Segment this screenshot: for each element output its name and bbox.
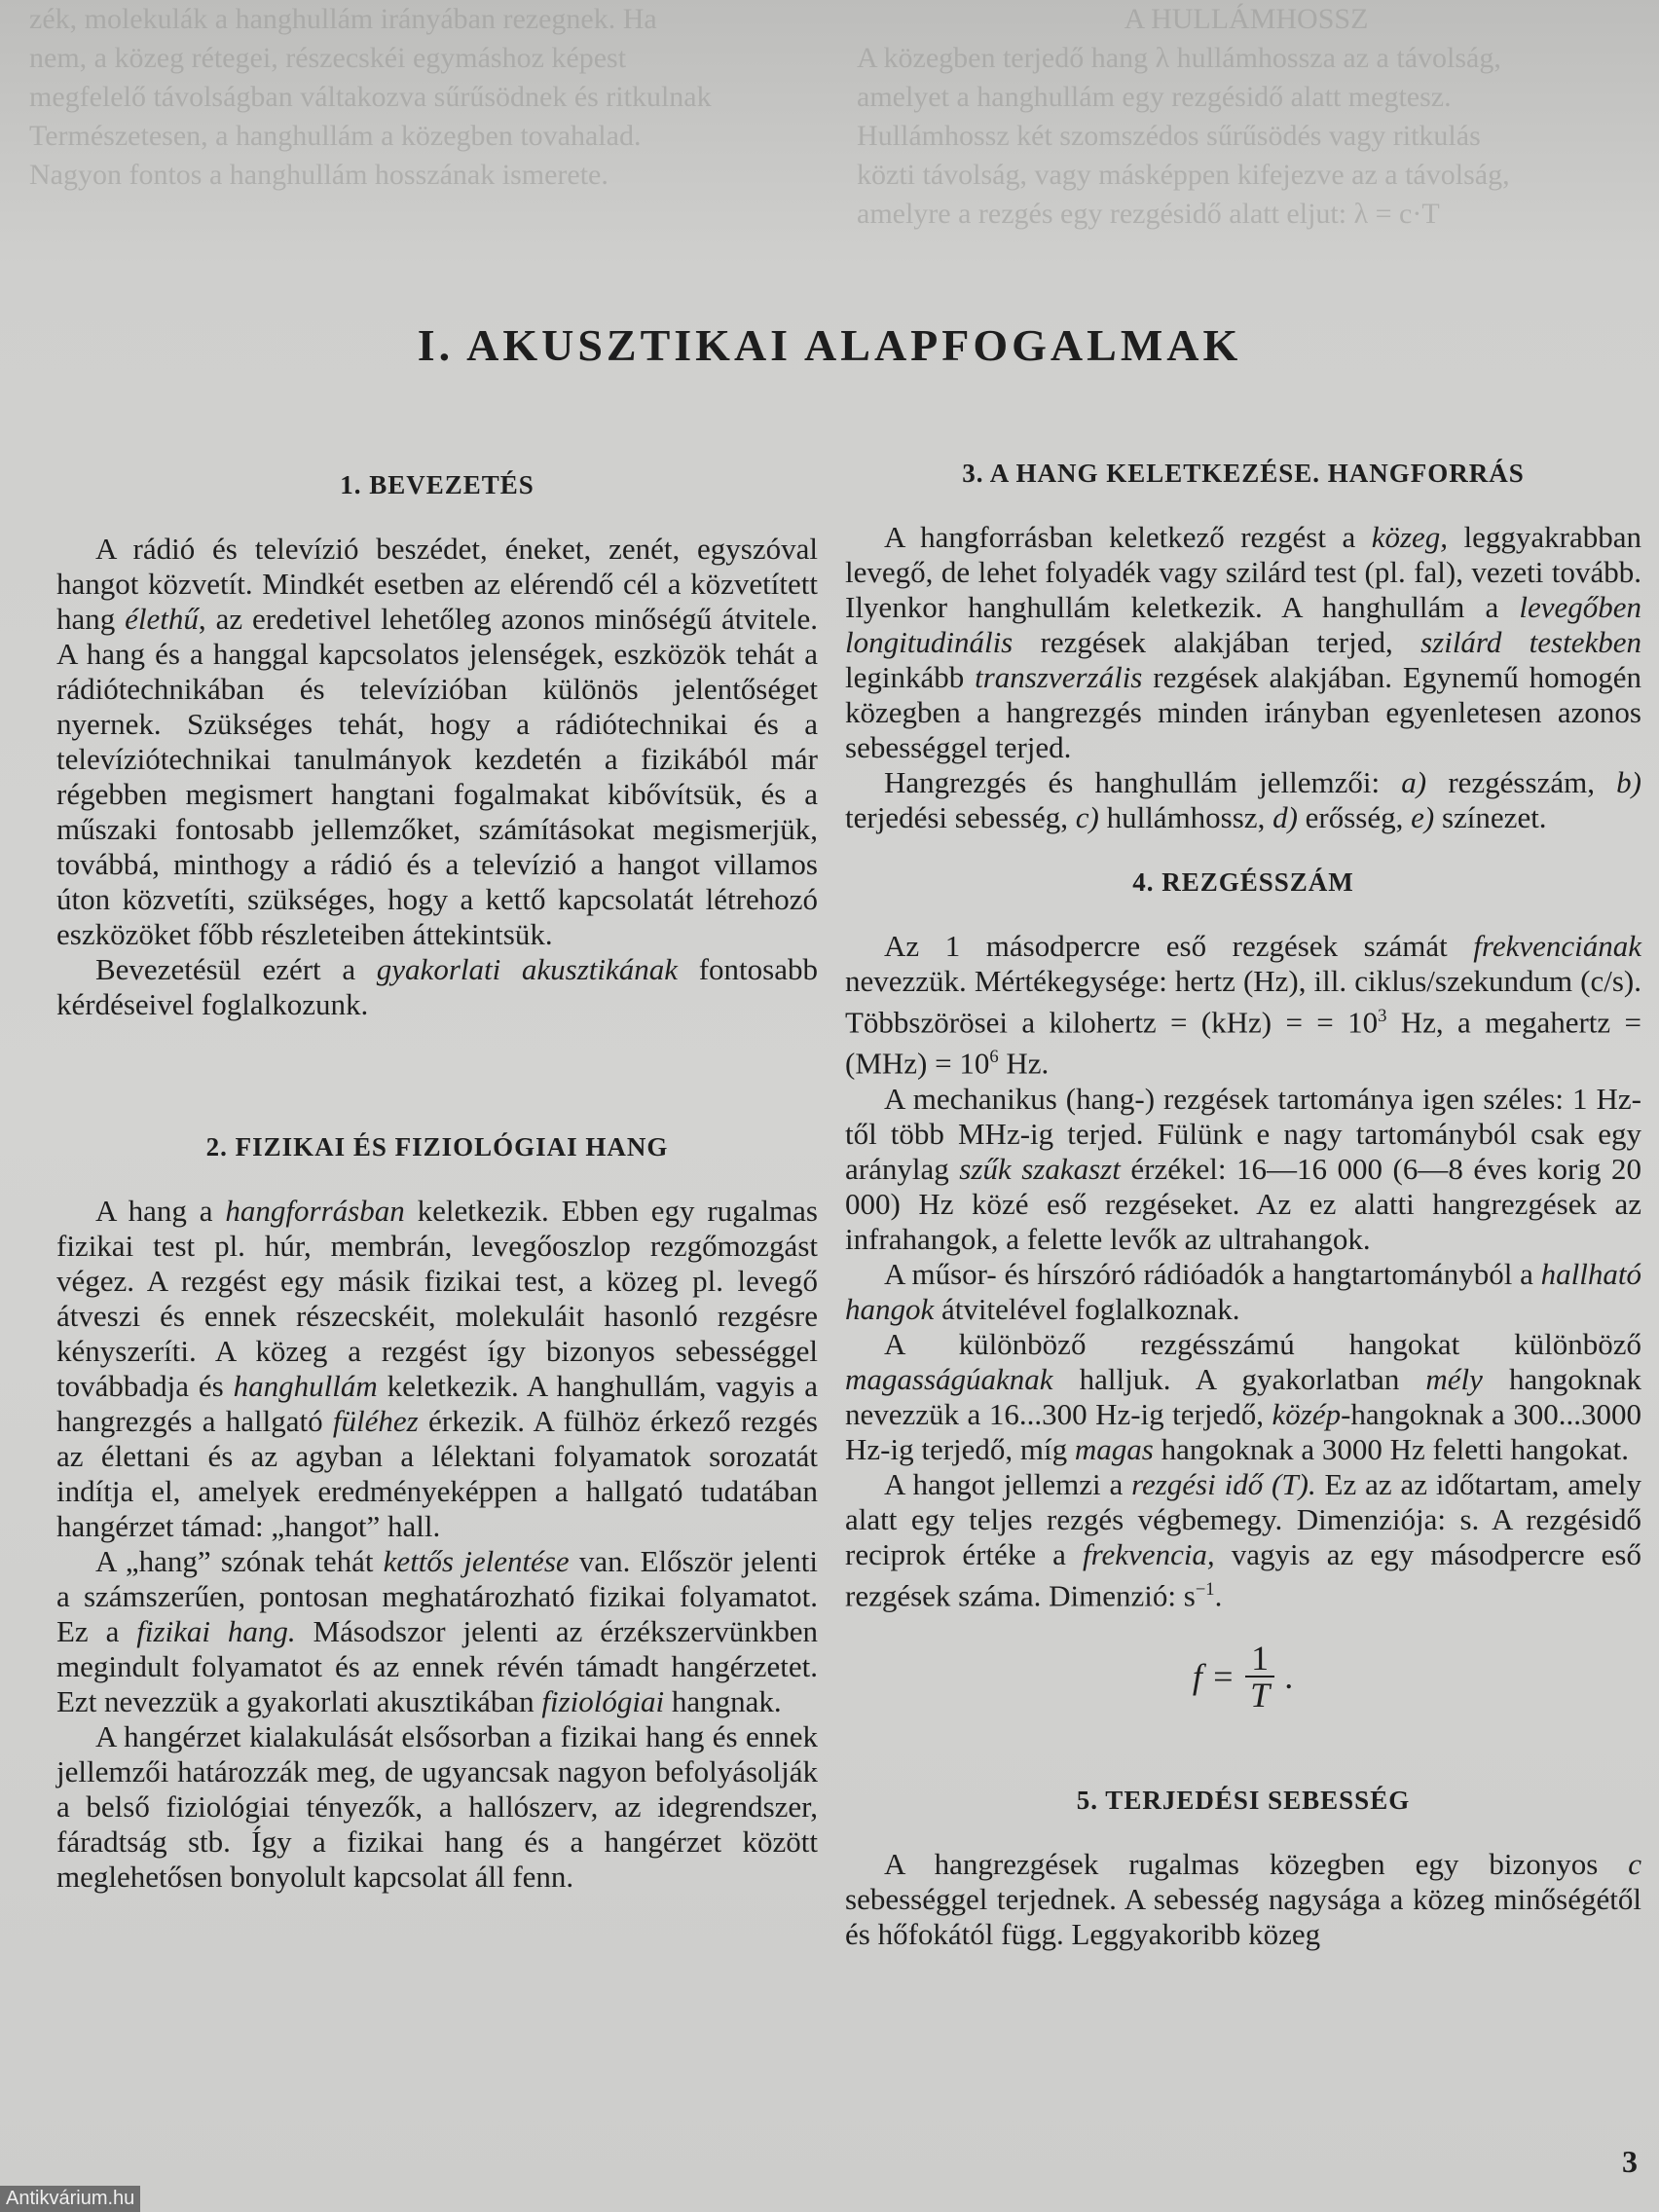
spacer [845,835,1641,865]
section-heading: 3. A HANG KELETKEZÉSE. HANGFORRÁS [962,459,1525,488]
frequency-formula [845,1638,1641,1714]
text-run: hangoknak nevezzük a 16...300 Hz-ig terjedő, [845,1361,1641,1431]
text-run-italic: kettős jelentése [383,1544,570,1578]
text-run: Másodszor jelenti az érzékszervünkben megindult folyamatot és az ennek révén támadt hangérzetet. Ezt nevezzük a gyakorlati akusztikában [56,1614,818,1718]
section-heading: 5. TERJEDÉSI SEBESSÉG [1076,1785,1411,1815]
text-run: Bevezetésül ezért a [95,952,377,986]
text-run: A mechanikus (hang-) rezgések tartománya igen széles: 1 Hz-től több MHz-ig terjed. Fülünk e nagy tartományból csak egy aránylag [845,1081,1641,1186]
text-run: , az eredetivel lehetőleg azonos minőségű átvitele. A hang és a hanggal kapcsolatos jelenségek, eszközök tehát a rádiótechnikában és televízióban különös jelentőséget nyernek. Szükséges tehát, hogy a rádiótechnikai és a televíziótechnikai tanulmányok kezdetén a fizikából már régebben megismert hangtani fogalmakat kibővítsük, és a műszaki fontosabb jellemzőket, számításokat megismerjük, továbbá, minthogy a rádió és a televízió a hangot villamos úton közvetíti, szükséges, hogy a kettő kapcsolatát létrehozó eszközöket főbb részleteiben áttekintsük. [56,602,818,951]
text-run: rezgések alakjában. Egynemű homogén közegben a hangrezgés minden irányban egyenletesen azonos sebességgel terjed. [845,660,1641,764]
text-run-italic: d) [1272,800,1298,834]
bleed-line: amelyre a rezgés egy rezgésidő alatt eljut: λ = c·T [857,198,1440,230]
section-heading: 2. FIZIKAI ÉS FIZIOLÓGIAI HANG [205,1132,669,1161]
section-heading: 4. REZGÉSSZÁM [1132,867,1354,897]
paragraph [845,1327,1641,1467]
superscript: 6 [989,1047,999,1068]
text-run: . [1214,1577,1223,1612]
text-run: A hang a [95,1194,226,1228]
right-column [845,456,1641,1952]
text-run-italic: szűk szakaszt [959,1151,1121,1186]
text-run-italic: c [1628,1846,1641,1881]
bleed-line: A közegben terjedő hang λ hullámhossza az a távolság, [857,42,1501,74]
text-run-italic: közép [1272,1396,1342,1431]
bleed-line: Természetesen, a hanghullám a közegben tovahalad. [29,120,642,152]
text-run: átvitelével foglalkoznak. [934,1291,1240,1326]
bleed-line: megfelelő távolságban váltakozva sűrűsödnek és ritkulnak [29,81,712,113]
text-run: nevezzük. Mértékegysége: hertz (Hz), ill. ciklus/szekundum (c/s). Többszörösei a kilohertz = (kHz) = = 10 [845,964,1641,1040]
paragraph [845,1467,1641,1613]
chapter-title: I. AKUSZTIKAI ALAPFOGALMAK [417,320,1242,370]
text-run: fontosabb kérdéseivel foglalkozunk. [56,952,818,1021]
text-run-italic: frekvencia, [1083,1536,1215,1571]
bleed-line: A HULLÁMHOSSZ [1124,3,1369,35]
left-column [56,467,818,1895]
formula-fraction [1244,1638,1275,1714]
text-run: van. Először jelenti a számszerűen, pontosan meghatározható fizikai folyamatot. Ez a [56,1544,818,1648]
paragraph [845,1847,1641,1952]
text-run: Hz, a megahertz = (MHz) = 10 [845,1005,1642,1081]
text-run-italic: fizikai hang. [136,1614,296,1648]
bleed-through-right [857,0,1636,312]
paragraph [845,765,1641,835]
text-run: halljuk. A gyakorlatban [1052,1361,1426,1396]
superscript: 3 [1378,1006,1387,1026]
text-run: A hangrezgések rugalmas közegben egy bizonyos [884,1846,1629,1881]
spacer [56,1022,818,1129]
text-run: -hangoknak a 300...3000 Hz-ig terjedő, míg [845,1396,1641,1466]
page-number: 3 [1622,2144,1638,2179]
text-run: A hangot jellemzi a [884,1466,1132,1501]
paragraph [56,1194,818,1544]
text-run-italic: e) [1411,800,1435,834]
paragraph [845,1082,1641,1257]
text-run: hangnak. [664,1684,782,1718]
text-run-italic: magas [1074,1431,1154,1466]
text-run: erősség, [1297,800,1412,834]
text-run-italic: frekvenciának [1473,929,1641,963]
text-run: leggyakrabban levegő, de lehet folyadék vagy szilárd test (pl. fal), vezeti tovább. Ilyenkor hanghullám keletkezik. A hanghullám a [845,520,1641,624]
text-run: leginkább [845,660,976,694]
text-run-italic: közeg, [1371,520,1449,554]
text-run: rezgések alakjában terjed, [1013,625,1421,659]
text-run: terjedési sebesség, [845,800,1076,834]
text-run: hullámhossz, [1098,800,1273,834]
text-run: vagyis az egy másodpercre eső rezgések száma. Dimenzió: s [845,1536,1641,1612]
paragraph [845,520,1641,765]
bleed-line: Nagyon fontos a hanghullám hosszának ismerete. [29,159,608,191]
text-run: A „hang” szónak tehát [95,1544,384,1578]
text-run-italic: hangforrásban [225,1194,405,1228]
paragraph [56,952,818,1022]
text-run-italic: magasságúaknak [845,1361,1053,1396]
text-run-italic: mély [1425,1361,1483,1396]
watermark: Antikvárium.hu [0,2186,140,2212]
text-run-italic: levegőben longitudinális [845,590,1641,659]
text-run: rezgésszám, [1426,765,1617,799]
bleed-line: Hullámhossz két szomszédos sűrűsödés vagy ritkulás [857,120,1481,152]
text-run-italic: gyakorlati akusztikának [376,952,679,986]
text-run-italic: c) [1075,800,1099,834]
bleed-line: zék, molekulák a hanghullám irányában rezegnek. Ha [29,3,657,35]
paragraph [56,532,818,952]
text-run-italic: b) [1616,765,1641,799]
formula-denominator: T [1250,1675,1271,1714]
bleed-line: közti távolság, vagy másképpen kifejezve az a távolság, [857,159,1510,191]
formula-lhs: f = [1192,1656,1235,1696]
text-run: érzékel: 16—16 000 (6—8 éves korig 20 000) Hz közé eső rezgéseket. Az ez alatti hangrezgések az infrahangok, a felette levők az ultrahangok. [845,1151,1642,1256]
text-run: Hangrezgés és hanghullám jellemzői: [884,765,1402,799]
text-run-italic: rezgési idő (T). [1131,1466,1316,1501]
text-run: A hangforrásban keletkező rezgést a [884,520,1372,554]
text-run: érkezik. A fülhöz érkező rezgés az élettani és az agyban a lélektani folyamatok sorozatát indítja el, amelyek eredményeképpen a hallgató tudatában hangérzet támad: „hangot” hall. [56,1404,818,1543]
spacer [845,1722,1641,1783]
text-run-italic: füléhez [332,1404,419,1438]
text-run: Az 1 másodpercre eső rezgések számát [884,929,1474,963]
paragraph [845,929,1641,1082]
text-run: Ez az az időtartam, amely alatt egy teljes rezgés végbemegy. Dimenziója: s. A rezgésidő reciprok értéke a [845,1466,1641,1571]
superscript: −1 [1195,1578,1215,1600]
text-run: A rádió és televízió beszédet, éneket, zenét, egyszóval hangot közvetít. Mindkét esetben az elérendő cél a közvetített hang [56,532,818,636]
paragraph: A hangérzet kialakulását elsősorban a fizikai hang és ennek jellemzői határozzák meg, de ugyancsak nagyon befolyásolják a belső fiziológiai tényezők, a hallószerv, az idegrendszer, fáradtság stb. Így a fizikai hang és a hangérzet között meglehetősen bonyolult kapcsolat áll fenn. [56,1719,818,1894]
text-run: Hz. [998,1046,1050,1081]
text-run-italic: hallható hangok [845,1256,1641,1326]
text-run: keletkezik. A hanghullám, vagyis a hangrezgés a hallgató [56,1369,818,1438]
text-run: keletkezik. Ebben egy rugalmas fizikai test pl. húr, membrán, levegőoszlop rezgőmozgást végez. A rezgést egy másik fizikai test, a közeg pl. levegő átveszi és ennek részecskéit, molekuláit hasonló rezgésre kényszeríti. A közeg a rezgést így bizonyos sebességgel továbbadja és [56,1194,818,1403]
formula-numerator: 1 [1245,1641,1274,1677]
text-run: hangoknak a 3000 Hz feletti hangokat. [1153,1431,1629,1466]
text-run: A műsor- és hírszóró rádióadók a hangtartományból a [884,1256,1541,1291]
text-run: színezet. [1434,800,1547,834]
section-heading: 1. BEVEZETÉS [340,470,535,499]
paragraph [56,1544,818,1719]
text-run-italic: a) [1401,765,1427,799]
formula-tail: . [1285,1656,1295,1696]
bleed-through-left [29,0,818,312]
text-run-italic: hanghullám [233,1369,378,1403]
paragraph [845,1257,1641,1327]
text-run-italic: szilárd testekben [1420,625,1641,659]
text-run-italic: élethű [125,602,199,636]
text-run-italic: transzverzális [975,660,1143,694]
bleed-line: amelyet a hanghullám egy rezgésidő alatt megtesz. [857,81,1452,113]
bleed-line: nem, a közeg rétegei, részecskéi egymáshoz képest [29,42,627,74]
text-run: A különböző rezgésszámú hangokat különböző [884,1326,1641,1361]
text-run: sebességgel terjednek. A sebesség nagysága a közeg minőségétől és hőfokától függ. Leggyakoribb közeg [845,1881,1641,1951]
text-run-italic: fiziológiai [541,1684,665,1718]
